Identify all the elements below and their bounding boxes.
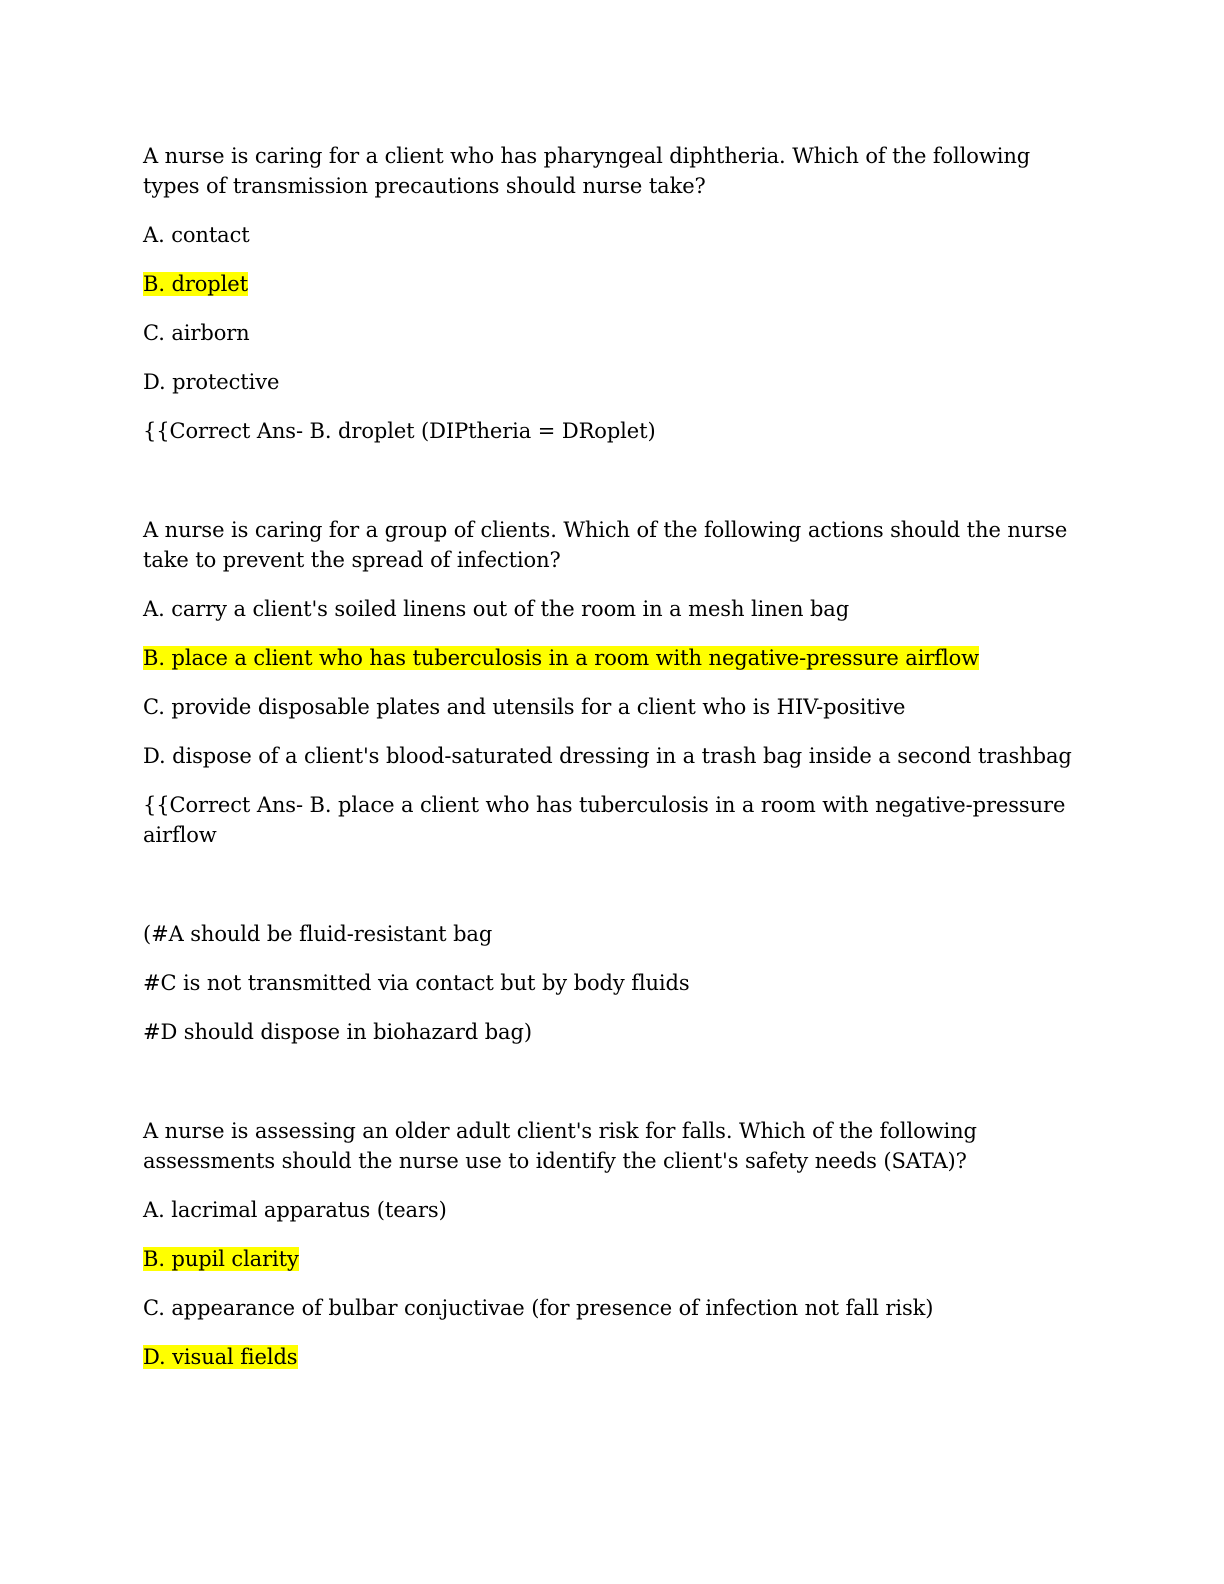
question-2-option-d: D. dispose of a client's blood-saturated dressing in a trash bag inside a second trashbag bbox=[143, 744, 1072, 768]
question-2-option-a: A. carry a client's soiled linens out of the room in a mesh linen bag bbox=[143, 597, 850, 621]
question-1-answer: {{Correct Ans- B. droplet (DIPtheria = DRoplet) bbox=[143, 419, 656, 443]
document-page bbox=[143, 141, 1073, 1391]
question-1-text: A nurse is caring for a client who has pharyngeal diphtheria. Which of the following types of transmission precautions should nurse take? bbox=[143, 144, 1031, 198]
highlighted-answer: B. pupil clarity bbox=[143, 1247, 299, 1271]
question-2-option-b bbox=[143, 643, 1073, 673]
highlighted-answer: D. visual fields bbox=[143, 1345, 298, 1369]
question-3-text: A nurse is assessing an older adult client's risk for falls. Which of the following assessments should the nurse use to identify the client's safety needs (SATA)? bbox=[143, 1119, 977, 1173]
question-3 bbox=[143, 1116, 1073, 1372]
note-d: #D should dispose in biohazard bag) bbox=[143, 1020, 532, 1044]
question-2 bbox=[143, 515, 1073, 850]
question-3-option-c: C. appearance of bulbar conjuctivae (for presence of infection not fall risk) bbox=[143, 1296, 934, 1320]
question-3-option-b bbox=[143, 1244, 1073, 1274]
question-1-option-b bbox=[143, 269, 1073, 299]
spacer bbox=[143, 1066, 1073, 1116]
question-2-text: A nurse is caring for a group of clients. Which of the following actions should the nurse take to prevent the spread of infection? bbox=[143, 518, 1068, 572]
note-c: #C is not transmitted via contact but by body fluids bbox=[143, 971, 690, 995]
question-2-answer: {{Correct Ans- B. place a client who has tuberculosis in a room with negative-pressure airflow bbox=[143, 793, 1066, 847]
question-1-option-a: A. contact bbox=[143, 223, 250, 247]
highlighted-answer: B. droplet bbox=[143, 272, 248, 296]
question-2-notes bbox=[143, 919, 1073, 1047]
question-3-option-a: A. lacrimal apparatus (tears) bbox=[143, 1198, 447, 1222]
question-1 bbox=[143, 141, 1073, 446]
spacer bbox=[143, 869, 1073, 919]
question-1-option-c: C. airborn bbox=[143, 321, 250, 345]
question-1-option-d: D. protective bbox=[143, 370, 280, 394]
question-2-option-c: C. provide disposable plates and utensils for a client who is HIV-positive bbox=[143, 695, 906, 719]
note-a: (#A should be fluid-resistant bag bbox=[143, 922, 493, 946]
question-3-option-d bbox=[143, 1342, 1073, 1372]
spacer bbox=[143, 465, 1073, 515]
highlighted-answer: B. place a client who has tuberculosis in a room with negative-pressure airflow bbox=[143, 646, 979, 670]
